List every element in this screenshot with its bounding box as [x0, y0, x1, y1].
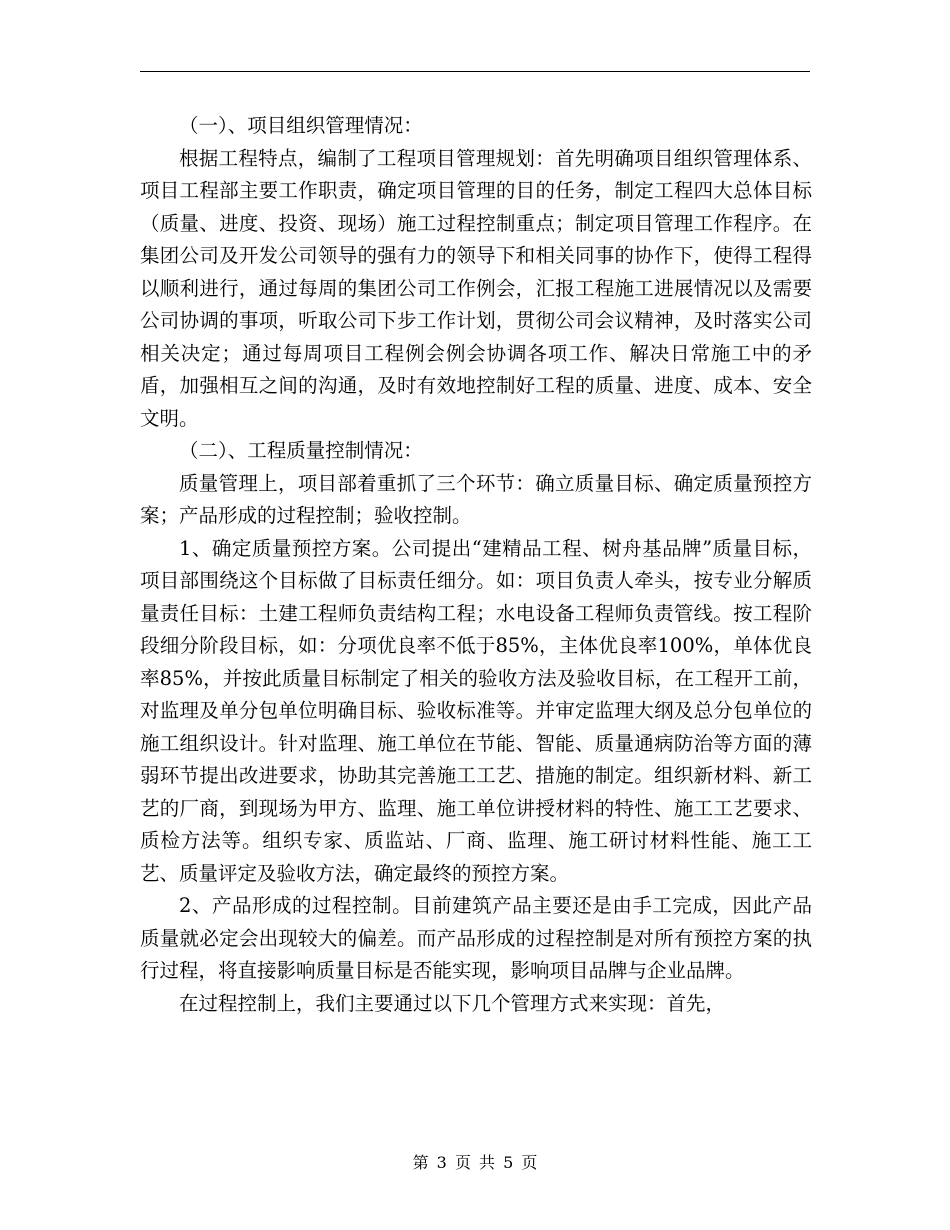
- header-rule: [140, 71, 810, 72]
- body-paragraph: 1、确定质量预控方案。公司提出“建精品工程、树舟基品牌”质量目标，项目部围绕这个目标做了目标责任细分。如：项目负责人牵头，按专业分解质量责任目标：土建工程师负责结构工程；水电设备工程师负责管线。按工程阶段细分阶段目标，如：分项优良率不低于85%，主体优良率100%，单体优良率85%，并按此质量目标制定了相关的验收方法及验收目标，在工程开工前，对监理及单分包单位明确目标、验收标准等。并审定监理大纲及总分包单位的施工组织设计。针对监理、施工单位在节能、智能、质量通病防治等方面的薄弱环节提出改进要求，协助其完善施工工艺、措施的制定。组织新材料、新工艺的厂商，到现场为甲方、监理、施工单位讲授材料的特性、施工工艺要求、质检方法等。组织专家、质监站、厂商、监理、施工研讨材料性能、施工工艺、质量评定及验收方法，确定最终的预控方案。: [140, 536, 812, 885]
- body-paragraph: 2、产品形成的过程控制。目前建筑产品主要还是由手工完成，因此产品质量就必定会出现较大的偏差。而产品形成的过程控制是对所有预控方案的执行过程，将直接影响质量目标是否能实现，影响项目品牌与企业品牌。: [140, 894, 812, 982]
- page-number-footer: 第 3 页 共 5 页: [412, 1153, 538, 1172]
- body-paragraph: 在过程控制上，我们主要通过以下几个管理方式来实现：首先，: [179, 991, 726, 1015]
- body-paragraph: 质量管理上，项目部着重抓了三个环节：确立质量目标、确定质量预控方案；产品形成的过程控制；验收控制。: [140, 471, 812, 527]
- section-heading-quality: （二）、工程质量控制情况：: [179, 439, 423, 462]
- document-body: [140, 110, 812, 1020]
- body-paragraph: 根据工程特点，编制了工程项目管理规划：首先明确项目组织管理体系、项目工程部主要工作职责，确定项目管理的目的任务，制定工程四大总体目标（质量、进度、投资、现场）施工过程控制重点；制定项目管理工作程序。在集团公司及开发公司领导的强有力的领导下和相关同事的协作下，使得工程得以顺利进行，通过每周的集团公司工作例会，汇报工程施工进展情况以及需要公司协调的事项，听取公司下步工作计划，贯彻公司会议精神，及时落实公司相关决定；通过每周项目工程例会例会协调各项工作、解决日常施工中的矛盾，加强相互之间的沟通，及时有效地控制好工程的质量、进度、成本、安全文明。: [140, 146, 812, 430]
- section-heading-organization: （一）、项目组织管理情况：: [179, 114, 423, 137]
